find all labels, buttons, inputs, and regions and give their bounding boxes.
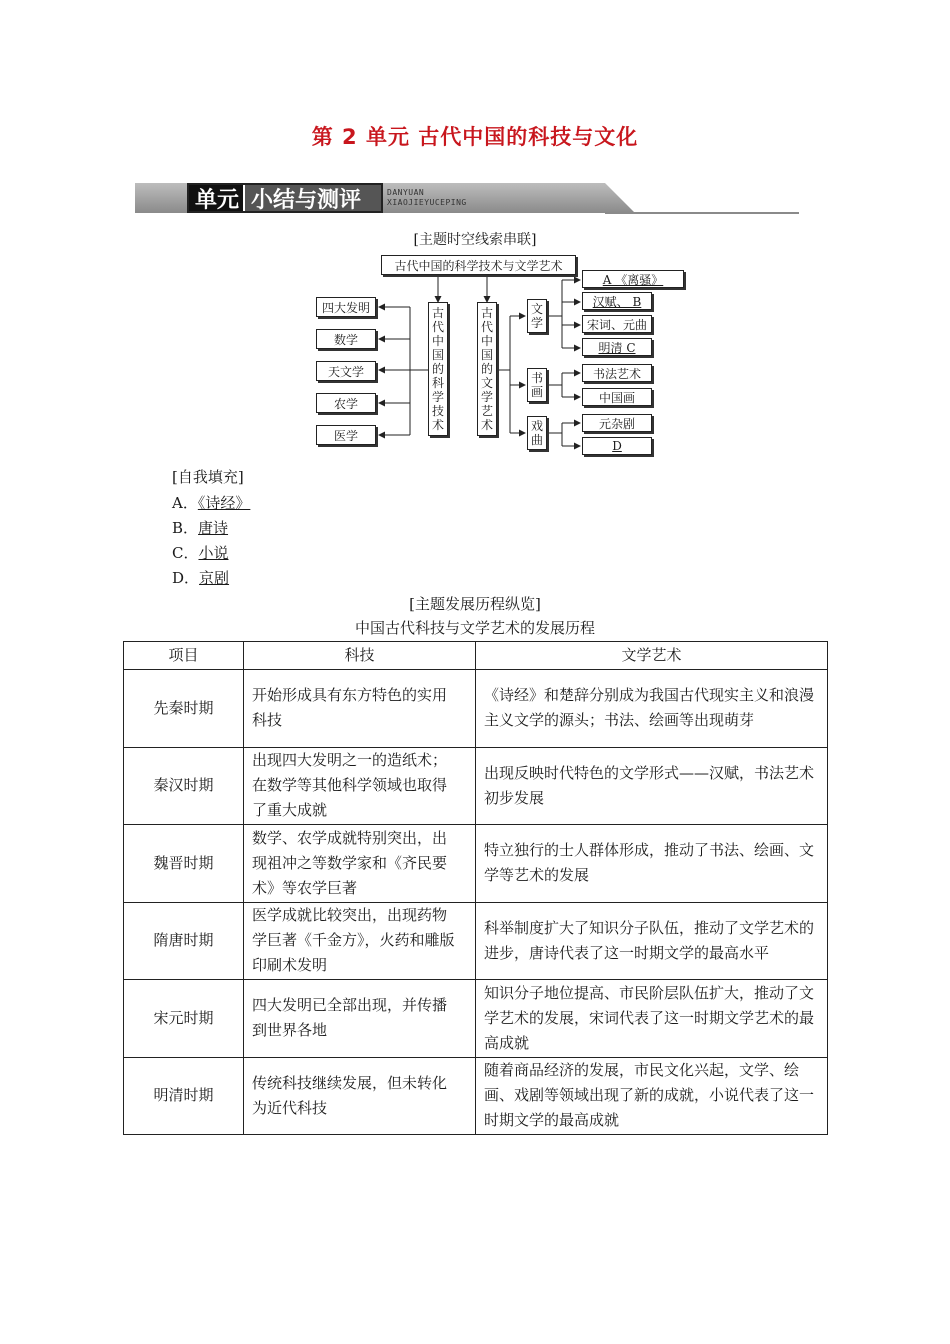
fill-in-letter: D．	[172, 569, 200, 587]
table-header-row	[124, 642, 828, 670]
calligraphy-label: 书画	[530, 371, 543, 399]
literature-item: 汉赋、 B	[582, 292, 652, 310]
tech-cell: 数学、农学成就特别突出，出现祖冲之等数学家和《齐民要术》等农学巨著	[244, 825, 476, 903]
period-cell: 隋唐时期	[124, 902, 244, 980]
table-row	[124, 670, 828, 748]
drama-label: 戏曲	[530, 419, 543, 447]
science-item: 农学	[316, 393, 376, 413]
calligraphy-item: 书法艺术	[582, 364, 652, 382]
literature-item: A 《离骚》	[582, 270, 684, 288]
calligraphy-item: 中国画	[582, 388, 652, 406]
arts-cell: 《诗经》和楚辞分别成为我国古代现实主义和浪漫主义文学的源头；书法、绘画等出现萌芽	[476, 670, 828, 748]
page-title: 第 2 单元 古代中国的科技与文化	[311, 125, 639, 149]
fill-in-letter: C．	[172, 544, 199, 562]
concept-diagram	[0, 0, 950, 460]
arts-cell: 科举制度扩大了知识分子队伍，推动了文学艺术的进步，唐诗代表了这一时期文学的最高水平	[476, 902, 828, 980]
period-cell: 秦汉时期	[124, 747, 244, 825]
science-branch-label: 古代中国的科学技术	[431, 306, 444, 432]
fill-in-answer: 京剧	[199, 569, 230, 587]
tech-cell: 开始形成具有东方特色的实用科技	[244, 670, 476, 748]
arts-cell: 出现反映时代特色的文学形式——汉赋，书法艺术初步发展	[476, 747, 828, 825]
overview-heading: [主题发展历程纵览]	[409, 595, 541, 613]
arts-cell: 知识分子地位提高、市民阶层队伍扩大，推动了文学艺术的发展，宋词代表了这一时期文学艺术的最高成就	[476, 980, 828, 1058]
fill-in-letter: B．	[172, 519, 199, 537]
table-row	[124, 980, 828, 1058]
period-cell: 明清时期	[124, 1057, 244, 1135]
development-table	[123, 641, 828, 1135]
table-row	[124, 1057, 828, 1135]
table-row	[124, 902, 828, 980]
tech-cell: 医学成就比较突出，出现药物学巨著《千金方》，火药和雕版印刷术发明	[244, 902, 476, 980]
banner-label-a: 单元	[189, 185, 245, 211]
column-header: 文学艺术	[476, 642, 828, 670]
column-header: 项目	[124, 642, 244, 670]
banner-label-b: 小结与测评	[245, 185, 381, 211]
arts-branch-node	[477, 302, 497, 436]
column-header: 科技	[244, 642, 476, 670]
table-row	[124, 825, 828, 903]
arts-branch-label: 古代中国的文学艺术	[480, 306, 493, 432]
root-node: 古代中国的科学技术与文学艺术	[381, 255, 576, 275]
literature-node	[527, 299, 547, 333]
literature-item: 宋词、元曲	[582, 315, 652, 333]
science-item: 四大发明	[316, 297, 376, 317]
literature-item: 明清 C	[582, 338, 652, 356]
calligraphy-node	[527, 368, 547, 402]
science-item: 数学	[316, 329, 376, 349]
fill-in-item	[172, 542, 229, 563]
diagram-heading: [主题时空线索串联]	[413, 232, 537, 248]
arts-cell: 随着商品经济的发展，市民文化兴起，文学、绘画、戏剧等领域出现了新的成就，小说代表了这一时期文学的最高成就	[476, 1057, 828, 1135]
period-cell: 宋元时期	[124, 980, 244, 1058]
fill-in-answer: 《诗经》	[197, 494, 251, 512]
tech-cell: 出现四大发明之一的造纸术；在数学等其他科学领域也取得了重大成就	[244, 747, 476, 825]
science-item: 天文学	[316, 361, 376, 381]
fill-in-item	[172, 567, 229, 588]
banner-pinyin-line1: DANYUAN	[387, 188, 425, 197]
literature-label: 文学	[530, 302, 543, 330]
fill-in-letter: A．	[172, 494, 198, 512]
banner-pinyin-line2: XIAOJIEYUCEPING	[387, 198, 467, 207]
drama-item: D	[582, 437, 652, 455]
science-branch-node	[428, 302, 448, 436]
fill-in-item	[172, 492, 250, 513]
tech-cell: 传统科技继续发展，但未转化为近代科技	[244, 1057, 476, 1135]
diagram-connectors	[0, 0, 950, 460]
period-cell: 魏晋时期	[124, 825, 244, 903]
tech-cell: 四大发明已全部出现，并传播到世界各地	[244, 980, 476, 1058]
fill-in-answer: 唐诗	[198, 519, 229, 537]
table-title: 中国古代科技与文学艺术的发展历程	[354, 619, 595, 637]
drama-node	[527, 416, 547, 450]
arts-cell: 特立独行的士人群体形成，推动了书法、绘画、文学等艺术的发展	[476, 825, 828, 903]
fill-in-item	[172, 517, 228, 538]
drama-item: 元杂剧	[582, 414, 652, 432]
table-row	[124, 747, 828, 825]
science-item: 医学	[316, 425, 376, 445]
fill-in-answer: 小说	[198, 544, 229, 562]
period-cell: 先秦时期	[124, 670, 244, 748]
fill-in-heading: [自我填充]	[172, 468, 244, 486]
